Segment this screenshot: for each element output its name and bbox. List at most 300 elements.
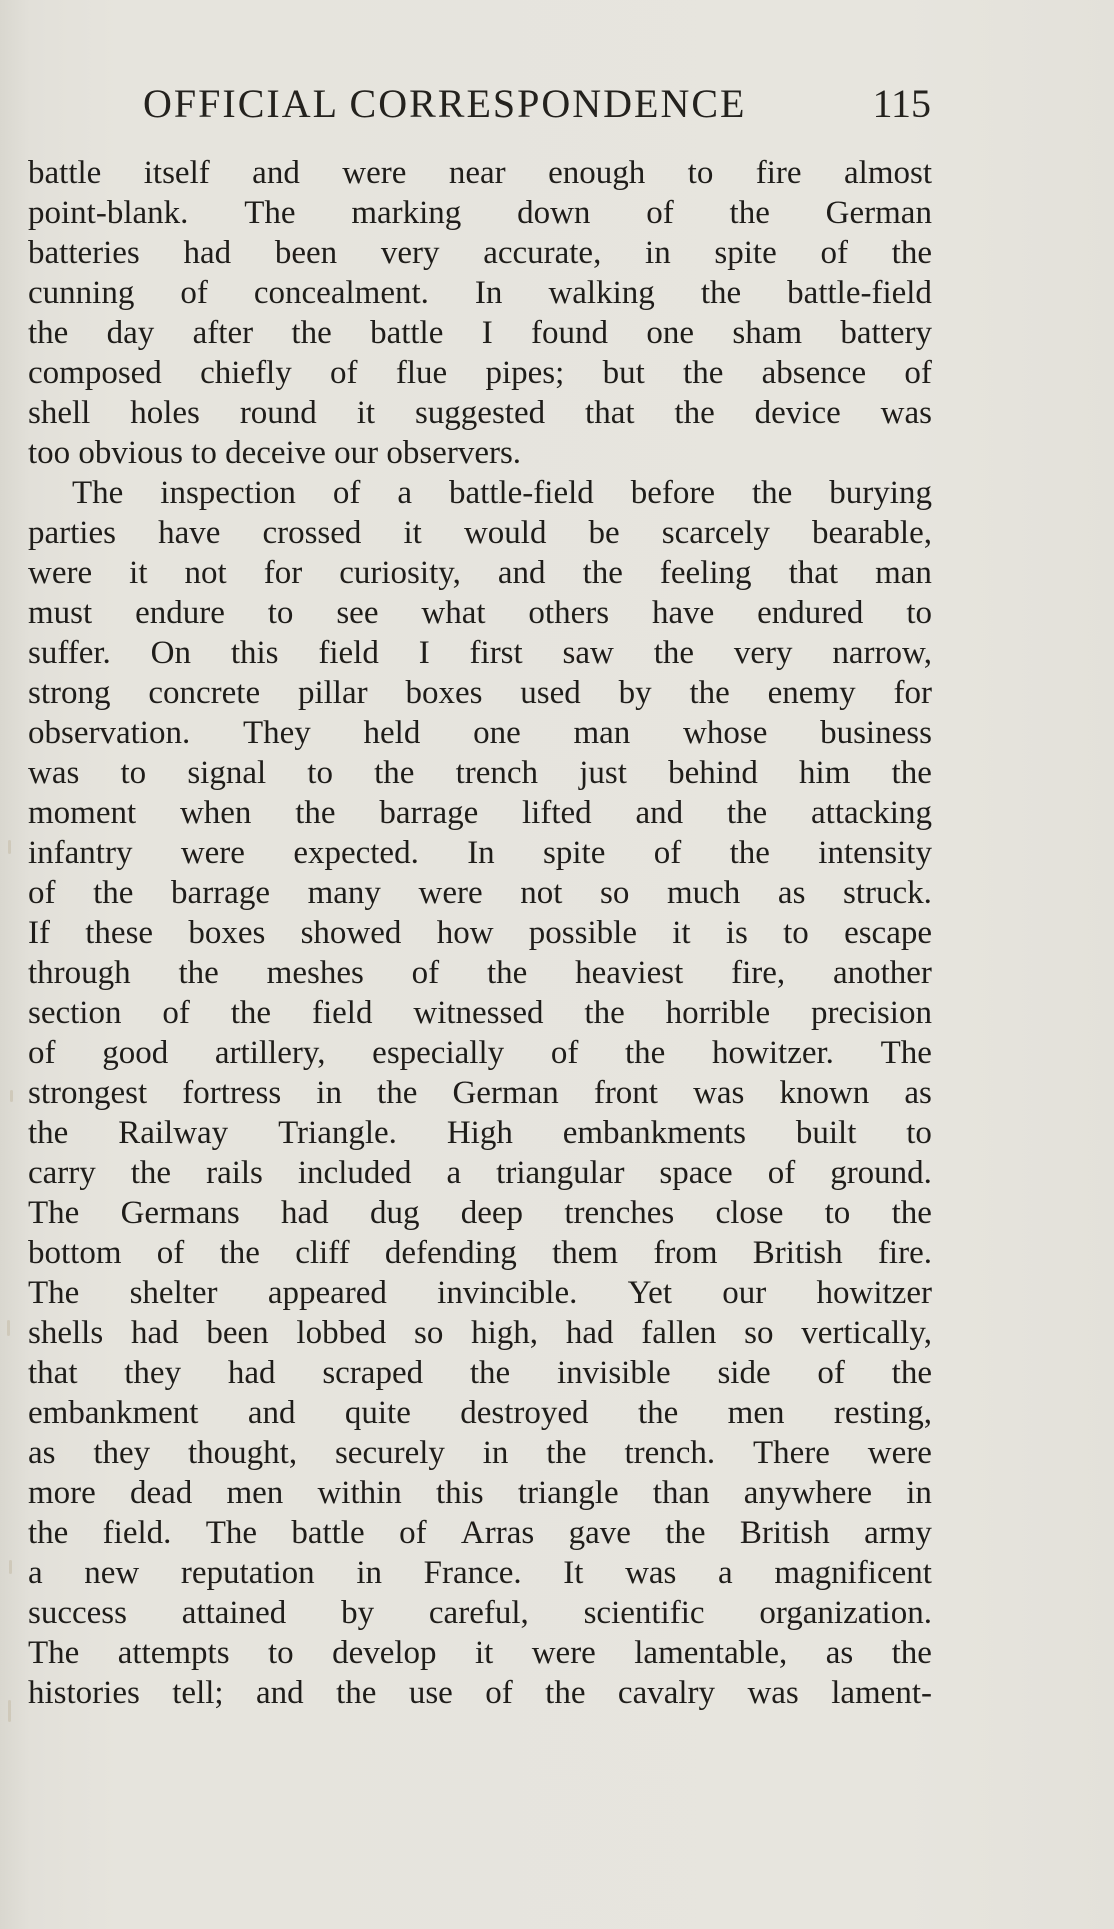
word: On: [150, 635, 191, 671]
word: was: [28, 755, 80, 791]
word: Railway: [118, 1115, 229, 1151]
word: horrible: [665, 995, 771, 1031]
word: been: [274, 235, 338, 271]
word: the: [486, 955, 528, 991]
text-line: [28, 1193, 932, 1233]
word: endured: [757, 595, 864, 631]
word: and: [247, 1395, 296, 1431]
word: others: [528, 595, 610, 631]
word: The: [28, 1195, 80, 1231]
word: another: [832, 955, 932, 991]
text-line: [28, 233, 932, 273]
word: this: [435, 1475, 484, 1511]
word: the: [683, 355, 724, 391]
word: the: [291, 315, 332, 351]
word: fortress: [182, 1075, 282, 1111]
word: lobbed: [296, 1315, 387, 1351]
word: triangle: [517, 1475, 619, 1511]
word: walking: [548, 275, 655, 311]
word: artillery,: [214, 1035, 326, 1071]
text-line: [28, 1033, 932, 1073]
word: dug: [369, 1195, 420, 1231]
word: what: [421, 595, 486, 631]
text-line: [28, 753, 932, 793]
word: attempts: [117, 1635, 230, 1671]
text-line: [28, 353, 932, 393]
word: one: [473, 715, 521, 751]
word: first: [469, 635, 523, 671]
word: vertically,: [801, 1315, 932, 1351]
word: as: [904, 1075, 932, 1111]
word: the: [336, 1675, 377, 1711]
word: howitzer.: [712, 1035, 834, 1071]
word: cunning: [28, 275, 135, 311]
word: to: [267, 595, 294, 631]
word: the: [674, 395, 715, 431]
word: attained: [181, 1595, 287, 1631]
word: field: [311, 995, 373, 1031]
word: good: [102, 1035, 169, 1071]
word: business: [820, 715, 932, 751]
word: burying: [829, 475, 932, 511]
word: than: [652, 1475, 710, 1511]
word: device: [754, 395, 841, 431]
word: deep: [460, 1195, 524, 1231]
word: ground.: [830, 1155, 932, 1191]
text-line: [28, 833, 932, 873]
word: flue: [395, 355, 448, 391]
word: the: [891, 235, 932, 271]
gutter-mark: [10, 1090, 13, 1102]
text-line: [28, 1633, 932, 1673]
text-line: [28, 1393, 932, 1433]
word: battle-field: [449, 475, 594, 511]
word: fire,: [731, 955, 786, 991]
word: must: [28, 595, 93, 631]
word: attacking: [811, 795, 932, 831]
word: lament-: [831, 1675, 932, 1711]
text-line: [28, 433, 932, 473]
word: organization.: [759, 1595, 932, 1631]
word: have: [158, 515, 221, 551]
word: witnessed: [413, 995, 544, 1031]
word: of: [162, 995, 190, 1031]
word: were: [867, 1435, 932, 1471]
word: were: [531, 1635, 596, 1671]
word: It: [563, 1555, 584, 1591]
gutter-mark: [8, 1700, 11, 1722]
word: composed: [28, 355, 162, 391]
word: curiosity,: [339, 555, 461, 591]
word: Germans: [120, 1195, 240, 1231]
word: batteries: [28, 235, 140, 271]
word: that: [28, 1355, 78, 1391]
word: a: [446, 1155, 462, 1191]
word: of: [332, 475, 361, 511]
text-line: [28, 393, 932, 433]
word: but: [602, 355, 645, 391]
word: infantry: [28, 835, 133, 871]
word: British: [752, 1235, 843, 1271]
word: included: [297, 1155, 412, 1191]
word: enough: [548, 155, 646, 191]
word: been: [206, 1315, 269, 1351]
word: scarcely: [661, 515, 770, 551]
word: down: [517, 195, 591, 231]
text-line: [28, 953, 932, 993]
word: them: [552, 1235, 619, 1271]
word: almost: [844, 155, 932, 191]
word: lamentable,: [634, 1635, 788, 1671]
word: British: [739, 1515, 830, 1551]
word: of: [904, 355, 932, 391]
word: how: [436, 915, 494, 951]
word: is: [725, 915, 748, 951]
word: fire: [755, 155, 802, 191]
word: of: [330, 355, 358, 391]
word: resting,: [833, 1395, 932, 1431]
word: close: [715, 1195, 784, 1231]
word: field: [318, 635, 379, 671]
word: the: [469, 1355, 511, 1391]
word: not: [184, 555, 227, 591]
body-text: [28, 153, 932, 1713]
word: enemy: [767, 675, 856, 711]
word: known: [779, 1075, 870, 1111]
word: high,: [471, 1315, 539, 1351]
word: had: [183, 235, 232, 271]
word: man: [573, 715, 631, 751]
word: that: [585, 395, 635, 431]
word: barrage: [379, 795, 479, 831]
text-line: [28, 1553, 932, 1593]
word: were: [180, 835, 245, 871]
word: held: [363, 715, 421, 751]
word: would: [463, 515, 547, 551]
text-line: [28, 673, 932, 713]
word: they: [93, 1435, 151, 1471]
word: by: [341, 1595, 375, 1631]
word: have: [651, 595, 715, 631]
word: expected.: [293, 835, 419, 871]
text-line: [28, 553, 932, 593]
text-line: [28, 713, 932, 753]
text-line-content: too obvious to deceive our observers.: [28, 435, 522, 471]
word: just: [579, 755, 627, 791]
running-head: [143, 80, 931, 130]
word: our: [722, 1275, 767, 1311]
word: front: [593, 1075, 658, 1111]
word: side: [717, 1355, 771, 1391]
gutter-mark: [7, 1320, 10, 1336]
text-line: [28, 993, 932, 1033]
word: gave: [568, 1515, 631, 1551]
word: of: [180, 275, 208, 311]
word: There: [752, 1435, 830, 1471]
word: The: [28, 1275, 80, 1311]
word: the: [891, 1195, 932, 1231]
word: chiefly: [200, 355, 292, 391]
word: of: [399, 1515, 427, 1551]
word: battle-field: [787, 275, 932, 311]
text-line: [28, 873, 932, 913]
word: near: [448, 155, 506, 191]
word: day: [106, 315, 155, 351]
word: the: [584, 995, 625, 1031]
word: a: [718, 1555, 733, 1591]
word: for: [263, 555, 303, 591]
word: within: [317, 1475, 402, 1511]
word: had: [130, 1315, 179, 1351]
word: concealment.: [253, 275, 429, 311]
word: section: [28, 995, 122, 1031]
word: as: [825, 1635, 854, 1671]
word: shell: [28, 395, 91, 431]
word: battery: [840, 315, 932, 351]
word: meshes: [266, 955, 364, 991]
word: boxes: [188, 915, 266, 951]
word: concrete: [148, 675, 261, 711]
word: much: [666, 875, 741, 911]
word: the: [689, 675, 730, 711]
word: I: [418, 635, 430, 671]
word: of: [28, 875, 56, 911]
word: when: [179, 795, 252, 831]
word: success: [28, 1595, 127, 1631]
word: suggested: [414, 395, 546, 431]
word: the: [295, 795, 336, 831]
word: defending: [384, 1235, 517, 1271]
word: battle: [370, 315, 444, 351]
word: carry: [28, 1155, 96, 1191]
text-line: [28, 1313, 932, 1353]
word: very: [380, 235, 440, 271]
text-line: [28, 473, 932, 513]
word: him: [799, 755, 851, 791]
text-line: [28, 793, 932, 833]
word: scientific: [583, 1595, 705, 1631]
word: men: [727, 1395, 785, 1431]
text-line: [28, 1433, 932, 1473]
word: in: [316, 1075, 342, 1111]
word: it: [403, 515, 422, 551]
word: and: [497, 555, 546, 591]
word: was: [625, 1555, 677, 1591]
word: The: [205, 1515, 258, 1551]
word: was: [880, 395, 932, 431]
word: embankment: [28, 1395, 199, 1431]
word: the: [665, 1515, 706, 1551]
word: endure: [135, 595, 225, 631]
text-line: [28, 1473, 932, 1513]
text-line: [28, 1513, 932, 1553]
word: heaviest: [575, 955, 684, 991]
word: develop: [332, 1635, 437, 1671]
text-line: [28, 1273, 932, 1313]
word: more: [28, 1475, 96, 1511]
word: I: [481, 315, 493, 351]
word: securely: [334, 1435, 445, 1471]
word: They: [242, 715, 311, 751]
word: were: [342, 155, 407, 191]
text-line: [28, 1233, 932, 1273]
word: of: [550, 1035, 579, 1071]
word: especially: [372, 1035, 505, 1071]
word: so: [414, 1315, 444, 1351]
word: army: [864, 1515, 932, 1551]
text-line: [28, 1153, 932, 1193]
word: the: [582, 555, 623, 591]
word: this: [230, 635, 279, 671]
word: France.: [423, 1555, 522, 1591]
word: point-blank.: [28, 195, 189, 231]
text-line: [28, 193, 932, 233]
word: observation.: [28, 715, 191, 751]
word: and: [252, 155, 300, 191]
word: as: [777, 875, 806, 911]
word: destroyed: [460, 1395, 589, 1431]
word: triangular: [496, 1155, 625, 1191]
word: German: [825, 195, 932, 231]
word: quite: [344, 1395, 411, 1431]
word: the: [28, 1515, 69, 1551]
word: was: [693, 1075, 745, 1111]
word: intensity: [818, 835, 932, 871]
word: built: [795, 1115, 857, 1151]
word: shells: [28, 1315, 104, 1351]
word: reputation: [180, 1555, 315, 1591]
word: precision: [810, 995, 932, 1031]
word: scraped: [322, 1355, 424, 1391]
word: the: [28, 315, 69, 351]
word: by: [618, 675, 652, 711]
word: battle: [291, 1515, 365, 1551]
word: new: [84, 1555, 140, 1591]
word: see: [336, 595, 379, 631]
word: In: [474, 275, 503, 311]
word: very: [733, 635, 793, 671]
word: the: [28, 1115, 69, 1151]
word: the: [729, 195, 770, 231]
word: absence: [761, 355, 867, 391]
word: battle: [28, 155, 102, 191]
word: shelter: [129, 1275, 218, 1311]
word: it: [356, 395, 376, 431]
word: holes: [130, 395, 200, 431]
word: found: [531, 315, 609, 351]
word: of: [653, 835, 682, 871]
word: to: [906, 1115, 932, 1151]
word: that: [788, 555, 839, 591]
word: before: [630, 475, 716, 511]
word: pillar: [297, 675, 368, 711]
page-number: 115: [872, 81, 931, 126]
word: strong: [28, 675, 111, 711]
text-line: [28, 513, 932, 553]
word: itself: [143, 155, 210, 191]
word: to: [307, 755, 333, 791]
word: field.: [102, 1515, 172, 1551]
word: and: [256, 1675, 304, 1711]
word: was: [747, 1675, 799, 1711]
word: saw: [562, 635, 614, 671]
word: a: [28, 1555, 43, 1591]
word: thought,: [188, 1435, 298, 1471]
word: invincible.: [437, 1275, 578, 1311]
word: narrow,: [832, 635, 932, 671]
word: the: [891, 1635, 932, 1671]
word: round: [239, 395, 317, 431]
word: rails: [206, 1155, 263, 1191]
text-line: [28, 593, 932, 633]
word: of: [485, 1675, 513, 1711]
word: of: [817, 1355, 845, 1391]
word: the: [653, 635, 695, 671]
word: bottom: [28, 1235, 122, 1271]
word: it: [672, 915, 691, 951]
word: to: [783, 915, 809, 951]
word: trench.: [624, 1435, 716, 1471]
word: to: [267, 1635, 294, 1671]
word: If: [28, 915, 50, 951]
word: for: [893, 675, 932, 711]
word: the: [374, 755, 415, 791]
word: invisible: [556, 1355, 671, 1391]
word: had: [565, 1315, 614, 1351]
word: tell;: [172, 1675, 224, 1711]
word: be: [588, 515, 620, 551]
word: In: [467, 835, 495, 871]
word: sham: [732, 315, 803, 351]
word: feeling: [659, 555, 752, 591]
word: fallen: [641, 1315, 717, 1351]
word: behind: [668, 755, 758, 791]
word: trenches: [564, 1195, 675, 1231]
word: crossed: [262, 515, 362, 551]
word: a: [397, 475, 413, 511]
word: lifted: [522, 795, 592, 831]
word: of: [646, 195, 674, 231]
word: The: [244, 195, 296, 231]
word: The: [72, 475, 124, 511]
word: to: [687, 155, 714, 191]
text-line: [28, 313, 932, 353]
word: the: [637, 1395, 679, 1431]
word: as: [28, 1435, 56, 1471]
word: bearable,: [811, 515, 932, 551]
word: Yet: [627, 1275, 672, 1311]
word: use: [408, 1675, 453, 1711]
word: possible: [528, 915, 637, 951]
text-line: [28, 1593, 932, 1633]
word: boxes: [405, 675, 483, 711]
word: High: [446, 1115, 513, 1151]
running-title: OFFICIAL CORRESPONDENCE: [143, 81, 747, 126]
word: had: [227, 1355, 276, 1391]
word: of: [820, 235, 848, 271]
word: they: [124, 1355, 182, 1391]
word: it: [129, 555, 148, 591]
word: pipes;: [485, 355, 565, 391]
gutter-mark: [9, 1560, 12, 1574]
word: of: [411, 955, 440, 991]
word: the: [130, 1155, 172, 1191]
word: were: [28, 555, 93, 591]
word: parties: [28, 515, 116, 551]
word: inspection: [160, 475, 296, 511]
word: these: [85, 915, 154, 951]
word: struck.: [843, 875, 932, 911]
